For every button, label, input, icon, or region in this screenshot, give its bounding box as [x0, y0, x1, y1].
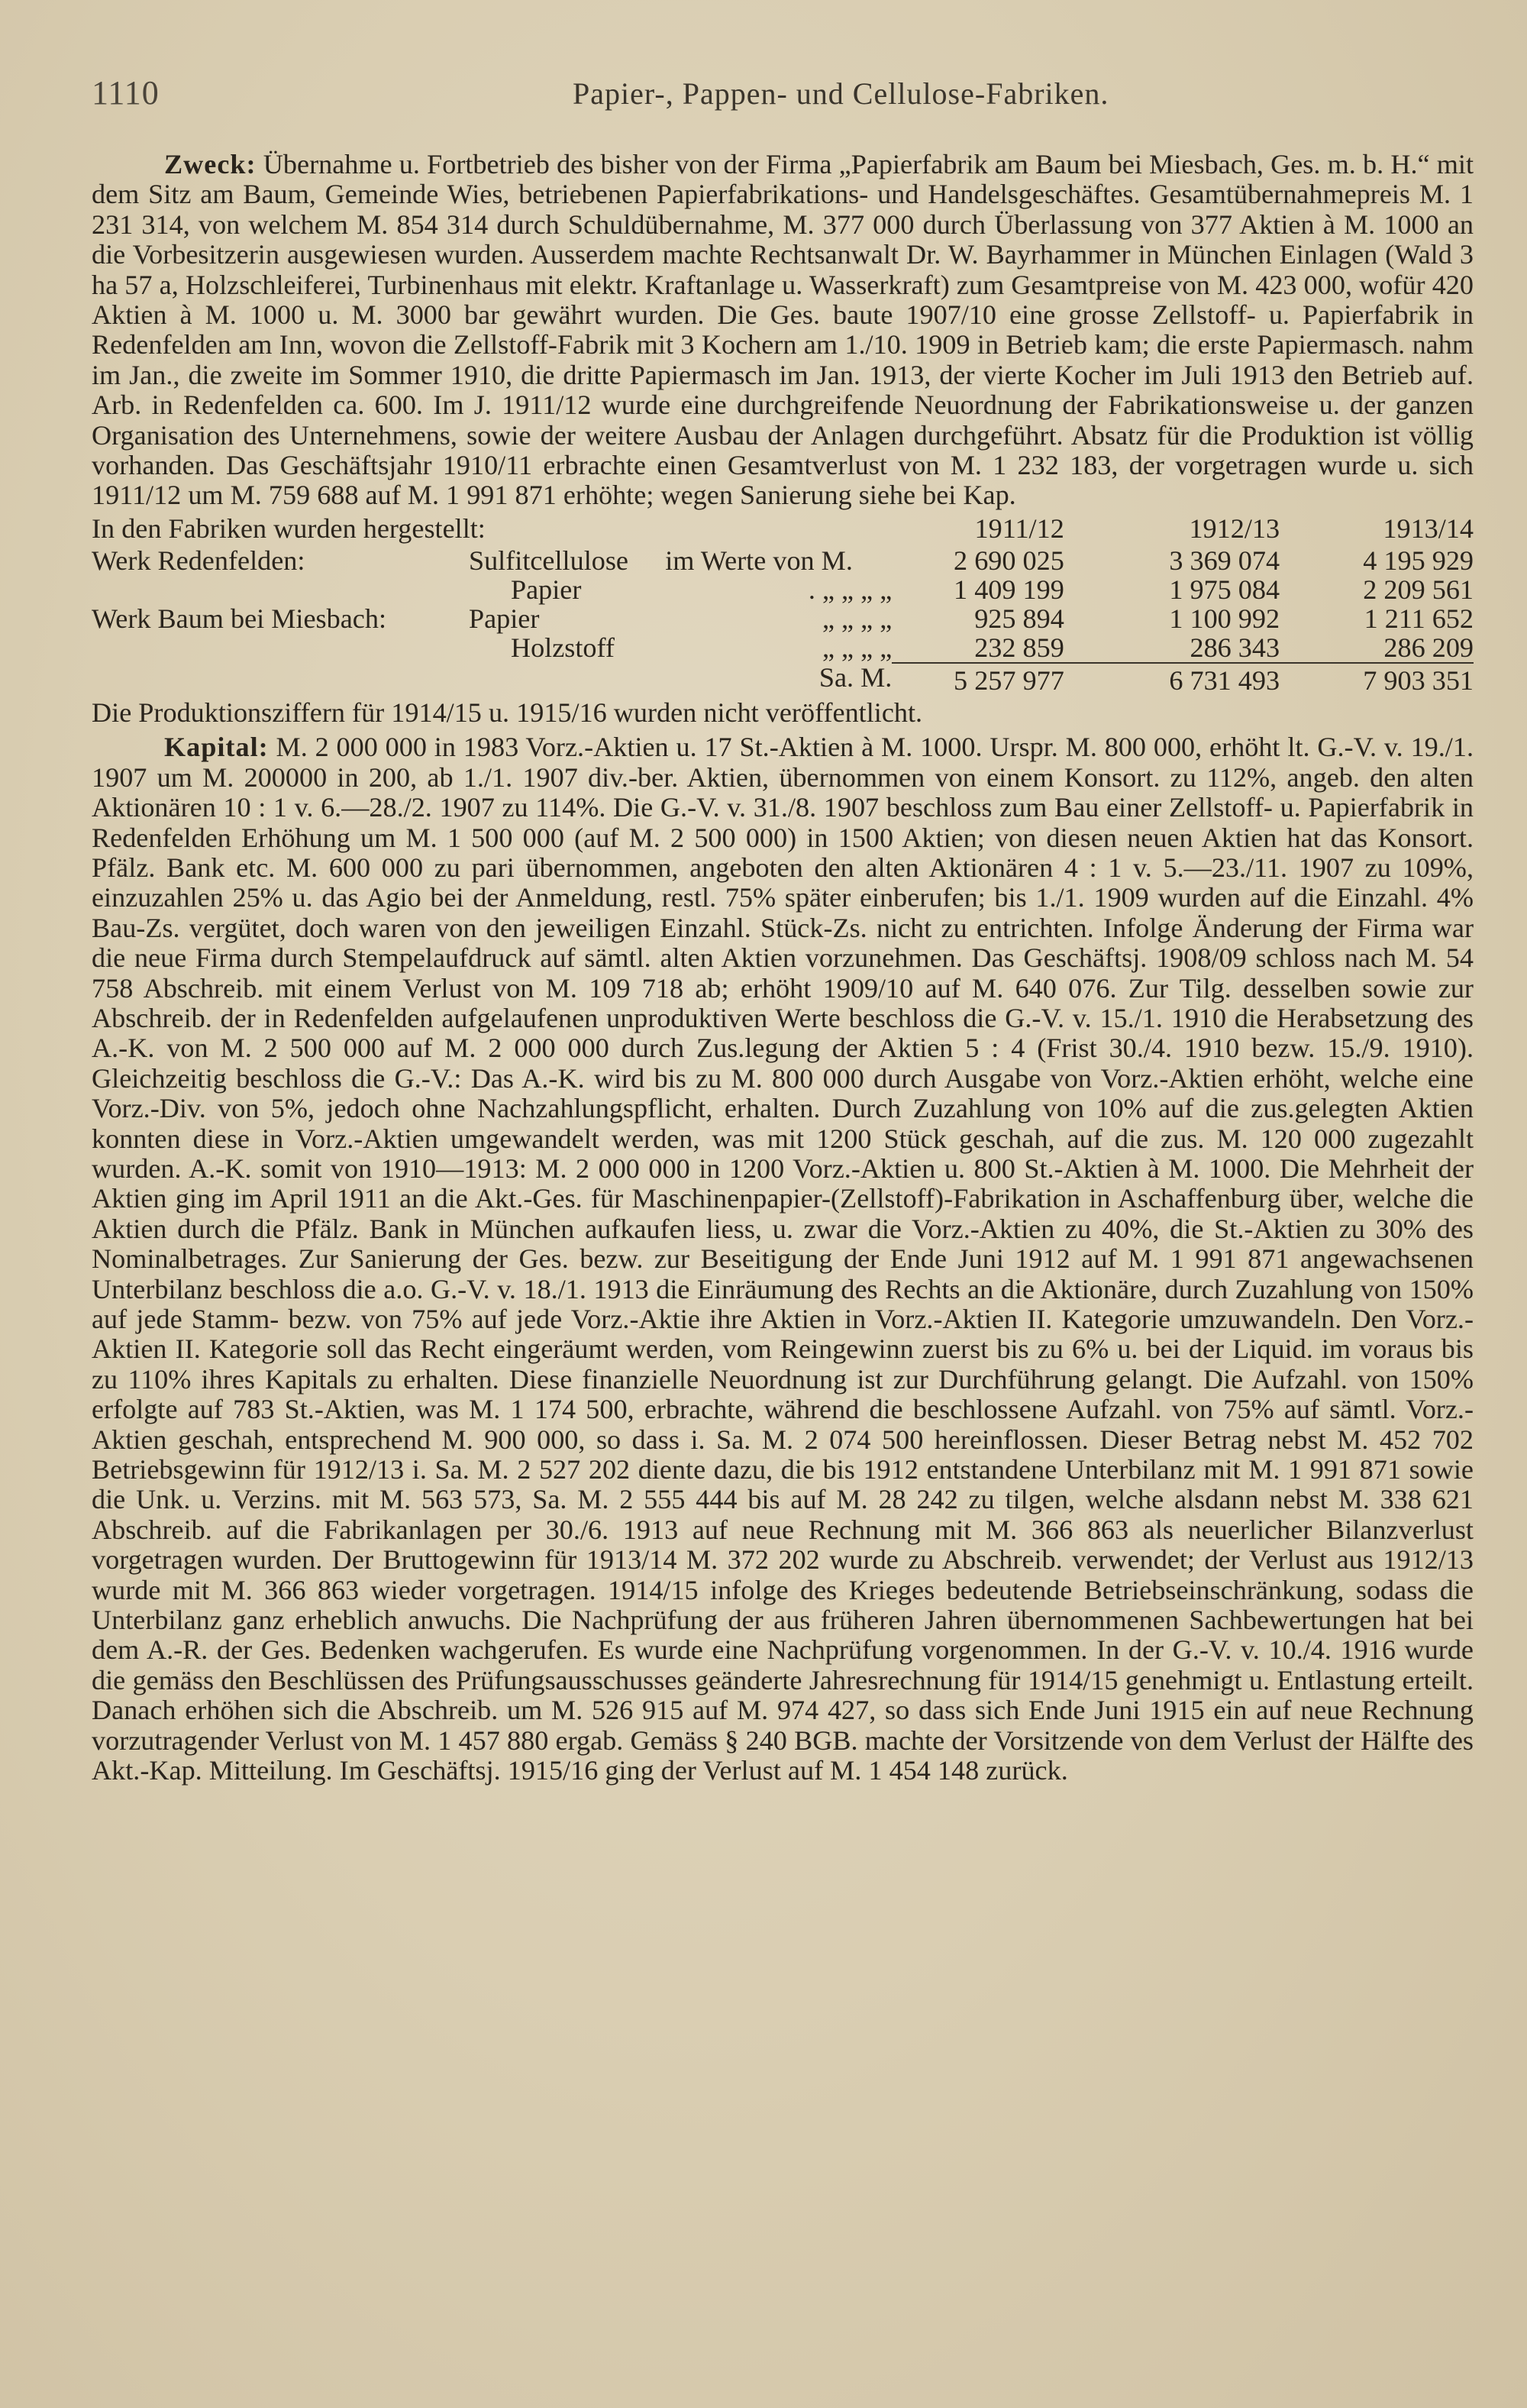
production-header-row — [92, 514, 1474, 546]
production-row — [92, 546, 1474, 575]
value-cell: 232 859 — [974, 632, 1064, 663]
production-intro: In den Fabriken wurden hergestellt: — [92, 512, 486, 544]
sum-value: 7 903 351 — [1280, 663, 1474, 695]
running-title: Papier-, Pappen- und Cellulose-Fabriken. — [573, 76, 1109, 111]
value-cell: 1 100 992 — [1169, 603, 1280, 634]
werk-cell — [92, 575, 469, 604]
value-cell: 286 209 — [1383, 632, 1474, 663]
production-sum-row — [92, 663, 1474, 695]
product-cell: Papier — [510, 574, 582, 605]
value-cell: 2 690 025 — [954, 545, 1064, 576]
desc-cell: . „ „ „ „ — [808, 574, 893, 605]
kapital-text: M. 2 000 000 in 1983 Vorz.-Aktien u. 17 St.-Aktien à M. 1000. Urspr. M. 800 000, erhöht lt. G.-V. v. 19./1. 1907 um M. 200000 in 200, ab 1./1. 1907 div.-ber. Aktien, übernommen von einem Konsort. zu 112%, angeb. den alten Aktionären 10 : 1 v. 6.—28./2. 1907 zu 114%. Die G.-V. v. 31./8. 1907 beschloss zum Bau einer Zellstoff- u. Papierfabrik in Redenfelden Erhöhung um M. 1 500 000 (auf M. 2 500 000) in 1500 Aktien; von diesen neuen Aktien hat das Konsort. Pfälz. Bank etc. M. 600 000 zu pari übernommen, angeboten den alten Aktionären 4 : 1 v. 5.—23./11. 1907 zu 109%, einzuzahlen 25% u. das Agio bei der Anmeldung, restl. 75% später einberufen; bis 1./1. 1909 wurden auf die Einzahl. 4% Bau-Zs. vergütet, doch waren von den jeweiligen Einzahl. Stück-Zs. nicht zu entrichten. Infolge Änderung der Firma war die neue Firma durch Stempelaufdruck auf sämtl. alten Aktien vorzunehmen. Das Geschäftsj. 1908/09 schloss nach M. 54 758 Abschreib. mit einem Verlust von M. 109 718 ab; erhöht 1909/10 auf M. 640 076. Zur Tilg. desselben sowie zur Abschreib. der in Redenfelden aufgelaufenen unproduktiven Werte beschloss die G.-V. v. 15./1. 1910 die Herabsetzung des A.-K. von M. 2 500 000 auf M. 2 000 000 durch Zus.legung der Aktien 5 : 4 (Frist 30./4. 1910 bezw. 15./9. 1910). Gleichzeitig beschloss die G.-V.: Das A.-K. wird bis zu M. 800 000 durch Ausgabe von Vorz.-Aktien erhöht, welche eine Vorz.-Div. von 5%, jedoch ohne Nachzahlungspflicht, erhalten. Durch Zuzahlung von 10% auf die zus.gelegten Aktien konnten diese in Vorz.-Aktien umgewandelt werden, was mit 1200 Stück geschah, auf die zus. M. 120 000 zugezahlt wurden. A.-K. somit von 1910—1913: M. 2 000 000 in 1200 Vorz.-Aktien u. 800 St.-Aktien à M. 1000. Die Mehrheit der Aktien ging im April 1911 an die Akt.-Ges. für Maschinenpapier-(Zellstoff)-Fabrikation in Aschaffenburg über, welche die Aktien durch die Pfälz. Bank in München aufkaufen liess, u. zwar die Vorz.-Aktien zu 40%, die St.-Aktien zu 30% des Nominalbetrages. Zur Sanierung der Ges. bezw. zur Beseitigung der Ende Juni 1912 auf M. 1 991 871 angewachsenen Unterbilanz beschloss die a.o. G.-V. v. 18./1. 1913 die Einräumung des Rechts an die Aktionäre, durch Zuzahlung von 150% auf jede Stamm- bezw. von 75% auf jede Vorz.-Aktie ihre Aktien in Vorz.-Aktien II. Kategorie umzuwandeln. Den Vorz.-Aktien II. Kategorie soll das Recht eingeräumt werden, vom Reingewinn zuerst bis zu 6% u. bei der Liquid. im voraus bis zu 110% ihres Kapitals zu erhalten. Diese finanzielle Neuordnung ist zur Durchführung gelangt. Die Aufzahl. von 150% erfolgte auf 783 St.-Aktien, was M. 1 174 500, erbrachte, während die beschlossene Aufzahl. von 75% auf sämtl. Vorz.-Aktien geschah, entsprechend M. 900 000, so dass i. Sa. M. 2 074 500 hereinflossen. Dieser Betrag nebst M. 452 702 Betriebsgewinn für 1912/13 i. Sa. M. 2 527 202 diente dazu, die bis 1912 entstandene Unterbilanz mit M. 1 991 871 sowie die Unk. u. Verzins. mit M. 563 573, Sa. M. 2 555 444 bis auf M. 28 242 zu tilgen, welche alsdann nebst M. 338 621 Abschreib. auf die Fabrikanlagen per 30./6. 1913 auf neue Rechnung mit M. 366 863 als neuerlicher Bilanzverlust vorgetragen wurden. Der Bruttogewinn für 1913/14 M. 372 202 wurde zu Abschreib. verwendet; der Verlust aus 1912/13 wurde mit M. 366 863 wieder vorgetragen. 1914/15 infolge des Krieges bedeutende Betriebseinschränkung, sodass die Unterbilanz ganz erheblich anwuchs. Die Nachprüfung der aus früheren Jahren übernommenen Sachbewertungen hat bei dem A.-R. der Ges. Bedenken wachgerufen. Es wurde eine Nachprüfung vorgenommen. In der G.-V. v. 10./4. 1916 wurde die gemäss den Beschlüssen des Prüfungsausschusses geänderte Jahresrechnung für 1914/15 genehmigt u. Entlastung erteilt. Danach erhöhen sich die Abschreib. um M. 526 915 auf M. 974 427, so dass sich Ende Juni 1915 ein auf neue Rechnung vorzutragender Verlust von M. 1 457 880 ergab. Gemäss § 240 BGB. machte der Vorsitzende von dem Verlust der Hälfte des Akt.-Kap. Mitteilung. Im Geschäftsj. 1915/16 ging der Verlust auf M. 1 454 148 zurück. — [92, 732, 1474, 1786]
sum-value: 6 731 493 — [1064, 663, 1280, 695]
year-header: 1912/13 — [1189, 512, 1280, 544]
production-section — [92, 514, 1474, 728]
production-note: Die Produktionsziffern für 1914/15 u. 1915/16 wurden nicht veröffentlicht. — [92, 697, 923, 728]
value-cell: 1 211 652 — [1364, 603, 1474, 634]
product-cell: Papier — [468, 603, 540, 634]
sum-value: 5 257 977 — [892, 663, 1064, 695]
sum-label: Sa. M. — [818, 661, 893, 693]
production-row — [92, 604, 1474, 633]
year-header: 1911/12 — [974, 512, 1064, 544]
value-cell: 4 195 929 — [1363, 545, 1474, 576]
value-cell: 3 369 074 — [1169, 545, 1280, 576]
year-header: 1913/14 — [1383, 512, 1474, 544]
product-cell: Sulfitcellulose — [468, 545, 628, 576]
desc-cell: „ „ „ „ — [822, 632, 893, 663]
production-row — [92, 633, 1474, 663]
value-cell: 1 409 199 — [954, 574, 1064, 605]
desc-cell: „ „ „ „ — [822, 603, 893, 634]
value-cell: 1 975 084 — [1169, 574, 1280, 605]
zweck-label: Zweck: — [164, 149, 257, 179]
werk-cell — [92, 633, 469, 663]
zweck-text: Übernahme u. Fortbetrieb des bisher von der Firma „Papierfabrik am Baum bei Miesbach, Ges. m. b. H.“ mit dem Sitz am Baum, Gemeinde Wies, betriebenen Papierfabrikations- und Handelsgeschäftes. Gesamtübernahmepreis M. 1 231 314, von welchem M. 854 314 durch Schuldübernahme, M. 377 000 durch Überlassung von 377 Aktien à M. 1000 an die Vorbesitzerin ausgewiesen wurden. Ausserdem machte Rechtsanwalt Dr. W. Bayrhammer in München Einlagen (Wald 3 ha 57 a, Holzschleiferei, Turbinenhaus mit elektr. Kraftanlage u. Wasserkraft) zum Gesamtpreise von M. 423 000, wofür 420 Aktien à M. 1000 u. M. 3000 bar gewährt wurden. Die Ges. baute 1907/10 eine grosse Zellstoff- u. Papierfabrik in Redenfelden am Inn, wovon die Zellstoff-Fabrik mit 3 Kochern am 1./10. 1909 in Betrieb kam; die erste Papiermasch. nahm im Jan., die zweite im Sommer 1910, die dritte Papiermasch im Jan. 1913, der vierte Kocher im Juli 1913 den Betrieb auf. Arb. in Redenfelden ca. 600. Im J. 1911/12 wurde eine durchgreifende Neuordnung der Fabrikationsweise u. der ganzen Organisation des Unternehmens, sowie der weitere Ausbau der Anlagen durchgeführt. Absatz für die Produktion ist völlig vorhanden. Das Geschäftsjahr 1910/11 erbrachte einen Gesamtverlust von M. 1 232 183, der vorgetragen wurde u. sich 1911/12 um M. 759 688 auf M. 1 991 871 erhöhte; wegen Sanierung siehe bei Kap. — [92, 149, 1474, 511]
kapital-label: Kapital: — [164, 732, 269, 763]
value-cell: 286 343 — [1190, 632, 1280, 663]
product-cell: Holzstoff — [510, 632, 615, 663]
werk-cell: Werk Baum bei Miesbach: — [92, 603, 386, 634]
zweck-paragraph — [92, 150, 1474, 511]
page-header — [92, 73, 1474, 127]
werk-cell: Werk Redenfelden: — [92, 545, 305, 576]
desc-cell: im Werte von M. — [665, 545, 853, 576]
value-cell: 925 894 — [974, 603, 1064, 634]
kapital-paragraph — [92, 732, 1474, 1786]
page-number: 1110 — [92, 74, 160, 112]
production-table — [92, 514, 1474, 695]
value-cell: 2 209 561 — [1363, 574, 1474, 605]
production-row — [92, 575, 1474, 604]
